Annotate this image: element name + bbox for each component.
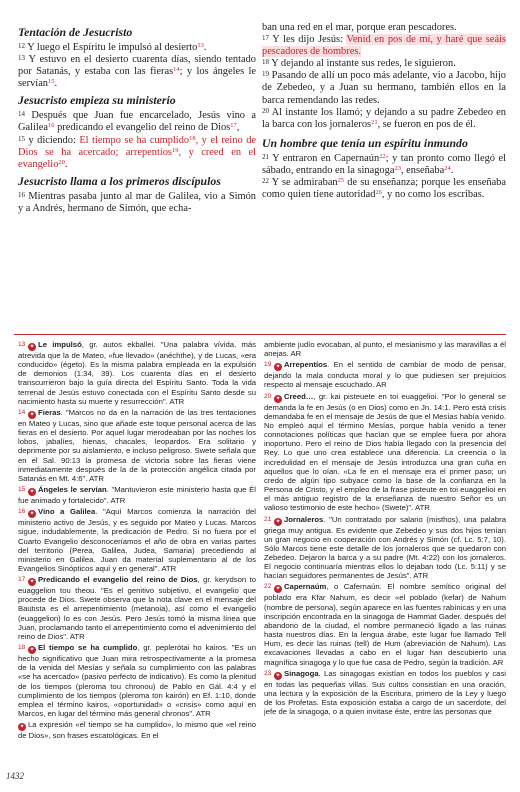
words-of-jesus-highlight: Venid en pos de mí, y haré que seáis pescadores de hombres. <box>262 34 506 58</box>
note-lemma: Ángeles le servían <box>38 485 107 495</box>
lamp-icon: ✦ <box>275 586 281 593</box>
words-of-jesus: El tiempo se ha cumplido <box>79 134 190 146</box>
footnote-ref[interactable]: 24 <box>444 164 451 172</box>
footnote-ref[interactable]: 26 <box>375 189 382 197</box>
footnote-ref[interactable]: 21 <box>371 118 378 126</box>
verse-12: $^{12}$ Y luego el Espíritu le impulsó al desierto$^{13}$. <box>18 42 207 53</box>
lamp-icon: ✦ <box>29 511 35 518</box>
verse-number: 20 <box>262 106 269 115</box>
verse-number: 17 <box>262 34 269 43</box>
note-number: 19 <box>264 361 272 369</box>
verse-15: $^{15}$ y diciendo: El tiempo se ha cumplido$^{18}$, y el reino de Dios se ha acercado; arrepentíos$^{19}$, y creed en el evangelio$^{20}$. <box>18 134 256 170</box>
verse-number: 13 <box>18 54 25 63</box>
notes-column-right <box>264 340 506 717</box>
note-lemma: Vino a Galilea <box>38 507 96 517</box>
note-number: 17 <box>18 576 26 584</box>
footnote-ref[interactable]: 23 <box>394 164 401 172</box>
footnote-ref[interactable]: 25 <box>337 177 345 185</box>
verse-number: 14 <box>18 110 25 119</box>
verse-19: $^{19}$ Pasando de allí un poco más adelante, vio a Jacobo, hijo de Zebedeo, y a Juan su hermano, también ellos en la barca remendando las redes. <box>262 70 506 106</box>
note-22: 22 ✦ Capernaúm, o Cafernaún. El nombre semítico original del poblado era Kfar Nahum, es decir «el poblado (kefar) de Nahum (nombre de persona), según aparece en las fuentes rabínicas y en una inscripción encontrada en la sinagoga de Hammat Gader. después del abandono de la ciudad, el nombre permaneció ligado a las ruinas hasta nuestros días. En la lengua árabe, este lugar fue llamado Tell Hum, es decir las ruinas (tell) de Hum (abreviación de Nahum). Las excavaciones llevadas a cabo en el lugar han descubierto una magnífica sinagoga y lo que fue casa de Pedro, según la tradición. AR <box>264 582 506 667</box>
note-18: 18 ✦ El tiempo se ha cumplido, gr. peplerótai ho kairos. "Es un hecho significativo que Juan mira retrospectivamente a la promesa de la venida del Mesías y señala su cumplimiento con las palabras «se ha acercado» (pasivo perfecto de indicativo). Es como la plenitud de los tiempos (pleroma tou chronou) de Pablo en Gál. 4:4 y el cumplimiento de los tiempos (pleroma ton kairón) en Ef. 1:10, donde emplea el término kairos, «oportunidad» o «crisis» como aquí en Marcos, en lugar del término más general chronos". ATR <box>18 643 256 718</box>
note-continued: ambiente judío evocaban, al punto, el mesianismo y las maravillas a él anejas. AR <box>264 340 506 359</box>
lamp-icon: ✦ <box>29 647 35 654</box>
note-lemma: Le impulsó <box>38 340 82 349</box>
note-18-extra: ✦ La expresión «el tiempo se ha cumplido», lo mismo que «el reino de Dios», son frases escatológicas. En el <box>18 720 256 741</box>
footnote-ref[interactable]: 17 <box>230 122 237 130</box>
note-number: 14 <box>18 408 26 416</box>
verse-17: $^{17}$ Y les dijo Jesús: Venid en pos de mí, y haré que seáis pescadores de hombres. <box>262 34 506 58</box>
verse-21: $^{21}$ Y entraron en Capernaún$^{22}$; y tan pronto como llegó el sábado, entrando en la sinagoga$^{23}$, enseñaba$^{24}$. <box>262 152 506 176</box>
note-number: 22 <box>264 583 272 591</box>
words-of-jesus: , y creed en el evangelio <box>18 146 256 170</box>
note-number: 20 <box>264 392 272 400</box>
section-heading: Jesucristo empieza su ministerio <box>18 93 176 108</box>
verse-number: 22 <box>262 177 269 186</box>
lamp-icon: ✦ <box>29 344 35 350</box>
note-lemma: Creed… <box>284 391 314 401</box>
note-number: 13 <box>18 341 26 348</box>
verse-number: 18 <box>262 58 269 67</box>
note-lemma: Capernaúm <box>284 582 327 592</box>
note-number: 18 <box>18 644 26 652</box>
verse-16: $^{16}$ Mientras pasaba junto al mar de Galilea, vio a Simón y a Andrés, hermano de Simón, que echa- <box>18 190 256 214</box>
note-number: 21 <box>264 515 272 523</box>
footnote-ref[interactable]: 15 <box>48 78 55 86</box>
note-lemma: Jornaleros <box>284 514 324 524</box>
footnote-ref[interactable]: 14 <box>173 66 180 74</box>
verse-number: 12 <box>18 42 25 50</box>
footnote-ref[interactable]: 22 <box>379 152 386 160</box>
scripture-text <box>0 22 520 334</box>
note-13: 13 ✦ Le impulsó, gr. autos ekballei. "Una palabra vívida, más atrevida que la de Mateo, «fue llevado» (anéchthe), y de Lucas, «era conducido» (égeto). Es la misma palabra empleada en la expulsión de demonios (1:34, 39). Los cuarenta días en el desierto transcurrieron bajo la guía directa del Espíritu Santo. Toda la vida terrenal de Jesús estuvo conectada con el Espíritu Santo desde su nacimiento hasta su muerte y resurrección". ATR <box>18 340 256 406</box>
words-of-jesus: , y el reino de Dios se ha acercado; arrepentíos <box>18 134 256 158</box>
note-lemma: Fieras <box>38 407 61 417</box>
section-heading: Jesucristo llama a los primeros discípulos <box>18 173 221 188</box>
verse-number: 21 <box>262 152 269 161</box>
note-lemma: Sinagoga <box>284 668 319 678</box>
lamp-icon: ✦ <box>275 518 281 525</box>
note-number: 23 <box>264 669 272 677</box>
note-number: 15 <box>18 486 26 494</box>
verse-13: $^{13}$ Y estuvo en el desierto cuarenta días, siendo tentado por Satanás, y estaba con las fieras$^{14}$; y los ángeles le servían$^{15}$. <box>18 54 256 90</box>
footnote-ref[interactable]: 13 <box>197 42 204 49</box>
page-number: 1432 <box>6 771 24 781</box>
section-heading: Tentación de Jesucristo <box>18 25 133 39</box>
note-number: 16 <box>18 508 26 516</box>
notes-column-left <box>18 340 256 742</box>
book-icon: ✦ <box>19 724 25 731</box>
note-lemma: El tiempo se ha cumplido <box>38 643 138 653</box>
note-16: 16 ✦ Vino a Galilea. "Aquí Marcos comienza la narración del ministerio activo de Jesús, y es seguido por Mateo y Lucas. Marcos sigue, indudablemente, la predicación de Pedro. Si no fuera por el Cuarto Evangelio desconoceríamos el año de obra en varias partes del territorio (Perea, Galilea, Judea, Samaria) precediendo al ministerio en Galilea. Juan da material suplementario al de los Evangelios Sinópticos aquí y en general". ATR <box>18 507 256 573</box>
note-lemma: Arrepentíos <box>284 360 328 370</box>
verse-number: 16 <box>18 190 25 199</box>
section-heading: Un hombre que tenía un espíritu inmundo <box>262 135 468 150</box>
scripture-column-right <box>262 22 506 201</box>
commentary-notes <box>0 340 520 770</box>
note-23: 23 ✦ Sinagoga. Las sinagogas existían en todos los pueblos y casi en todas las pequeñas villas. Sus cultos consistían en una oración, una lectura y la exposición de la Escritura, primero de la Ley y luego de los Profetas. Esta exposición estaba a cargo de un sacerdote, del jefe de la sinagoga, o a quien invitase éste, entre las personas que <box>264 668 506 717</box>
note-17: 17 ✦ Predicando el evangelio del reino de Dios, gr. kerydson to euaggelion tou theou. "Es el genitivo subjetivo, el evangelio que procede de Dios. Swete observa que la nota clave en el mensaje del Bautista es el arrepentimiento (metanoia), así como el evangelio (euaggelion) lo es con Jesús. Pero Jesús tomó la misma línea que Juan, proclamando tanto el arrepentimiento como el advenimiento del reino de Dios". ATR <box>18 575 256 641</box>
note-20: 20 ✦ Creed…, gr. kai pisteuete en toi euaggelioi. "Por lo general se demanda la fe en Jesús (o en Dios) como en Jn. 14:1. Pero está crisis demandaba fe en el mensaje de Jesús de que el Mesías había venido. No empleó aquí el término Mesías, porque había venido a tener connotaciones políticas que hacían que se emplee fuera por ahora inoportuno. Pero el reino de Dios había llegado con la presencia del Rey. Lo que uno crea establece una diferencia. La creencia o la incredulidad en el mensaje de Jesús introduzca una gran cuña en aquellos que lo oían. «La fe en el mensaje era el primer paso; un credo de algún tipo subyace como la base de la confianza en la Persona de Cristo, y el empleo de la frase pisteute en toi euaggelioi en el más antiguo registro de la enseñanza de nuestro Señor es un valioso testimonio de este hecho» (Swete)". ATR <box>264 391 506 513</box>
note-lemma: Predicando el evangelio del reino de Dios <box>38 575 198 585</box>
lamp-icon: ✦ <box>29 411 35 418</box>
verse-number: 19 <box>262 70 269 79</box>
lamp-icon: ✦ <box>29 579 35 586</box>
footnote-ref[interactable]: 20 <box>58 158 65 166</box>
note-21: 21 ✦ Jornaleros. "Un contratado por salario (misthos), una palabra griega muy antigua. Es evidente que Zebedeo y sus dos hijos tenían un gran negocio en cooperación con Andrés y Simón (cf. Lc. 5:7, 10). Sólo Marcos tiene este detalle de los jornaleros que se quedaron con Zebedeo. Dejaron la barca y a su padre (Mt. 4:22) con los jornaleros. El negocio continuaría mientras ellos lo dejaban todo (Lc. 5:11) y se hacían seguidores permanentes de Jesús". ATR <box>264 514 506 581</box>
note-19: 19 ✦ Arrepentíos. En el sentido de cambiar de modo de pensar, dejando la mala conducta moral y lo que pudiesen ser prejuicios respecto al mensaje escuchado. AR <box>264 360 506 390</box>
scripture-column-left <box>18 22 256 215</box>
footnote-ref[interactable]: 19 <box>171 146 179 154</box>
lamp-icon: ✦ <box>29 489 35 496</box>
note-14: 14 ✦ Fieras. "Marcos no da en la narración de las tres tentaciones en Mateo y Lucas, sino que añade este toque personal acerca de las fieras en el desierto. Por aquel lugar merodeaban por las noches los lobos, jabalíes, hienas, chacales, leopardos. Era solitario y deprimente por su aislamiento, e incluso peligroso. Swete señala que en el Sal. 90:13 la promesa de victoria sobre las fieras viene inmediatamente después de la de la protección angélica citada por Satanás en Mt. 4:6". ATR <box>18 407 256 483</box>
note-15: 15 ✦ Ángeles le servían. "Mantuvieron este ministerio hasta que Él fue animado y fortalecido". ATR <box>18 485 257 506</box>
verse-18: $^{18}$ Y dejando al instante sus redes, le siguieron. <box>262 58 456 70</box>
verse-number: 15 <box>18 134 25 143</box>
lamp-icon: ✦ <box>275 672 281 679</box>
verse-16-continued: ban una red en el mar, porque eran pescadores. <box>262 22 457 33</box>
verse-14: $^{14}$ Después que Juan fue encarcelado, Jesús vino a Galilea$^{16}$ predicando el evangelio del reino de Dios$^{17}$, <box>18 110 256 134</box>
verse-22: $^{22}$ Y se admiraban$^{25}$ de su enseñanza; porque les enseñaba como quien tiene autoridad$^{26}$, y no como los escribas. <box>262 177 506 201</box>
verse-20: $^{20}$ Al instante los llamó; y dejando a su padre Zebedeo en la barca con los jornaleros$^{21}$, se fueron en pos de él. <box>262 106 506 130</box>
lamp-icon: ✦ <box>275 364 281 371</box>
lamp-icon: ✦ <box>275 395 281 402</box>
section-divider <box>14 334 506 335</box>
footnote-ref[interactable]: 16 <box>48 122 55 130</box>
footnote-ref[interactable]: 18 <box>189 134 196 142</box>
